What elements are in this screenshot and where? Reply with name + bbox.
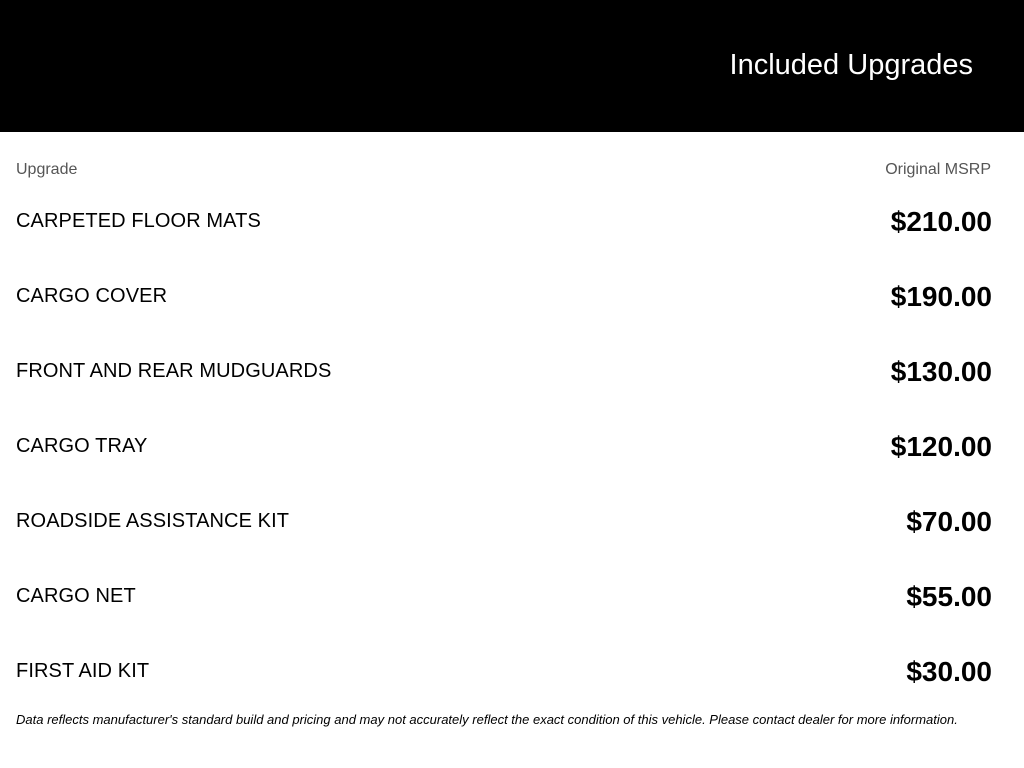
upgrade-name: FRONT AND REAR MUDGUARDS — [16, 360, 332, 382]
upgrade-name: CARGO COVER — [16, 285, 168, 307]
upgrade-name: CARGO TRAY — [16, 435, 148, 457]
table-row — [16, 184, 992, 259]
page-header — [0, 0, 1024, 132]
upgrade-name: CARPETED FLOOR MATS — [16, 210, 261, 232]
table-row — [16, 409, 992, 484]
column-header-msrp: Original MSRP — [885, 160, 991, 178]
upgrade-price: $55.00 — [906, 580, 992, 612]
upgrade-price: $210.00 — [890, 205, 992, 237]
upgrades-table — [16, 132, 992, 687]
upgrade-list — [16, 184, 992, 709]
table-row — [16, 484, 992, 559]
disclaimer-text: Data reflects manufacturer's standard build and pricing and may not accurately reflect the exact condition of this vehicle. Please contact dealer for more information. — [16, 712, 958, 727]
upgrade-name: ROADSIDE ASSISTANCE KIT — [16, 510, 290, 532]
upgrade-name: FIRST AID KIT — [16, 660, 150, 682]
column-header-upgrade: Upgrade — [16, 160, 78, 178]
table-row — [16, 334, 992, 409]
table-row — [16, 259, 992, 334]
upgrade-price: $30.00 — [906, 655, 992, 687]
table-row — [16, 559, 992, 634]
upgrade-price: $70.00 — [906, 505, 992, 537]
upgrade-price: $120.00 — [890, 430, 992, 462]
upgrade-name: CARGO NET — [16, 585, 136, 607]
upgrade-price: $130.00 — [890, 355, 992, 387]
upgrade-price: $190.00 — [890, 280, 992, 312]
page-title: Included Upgrades — [729, 49, 973, 81]
table-row — [16, 634, 992, 709]
